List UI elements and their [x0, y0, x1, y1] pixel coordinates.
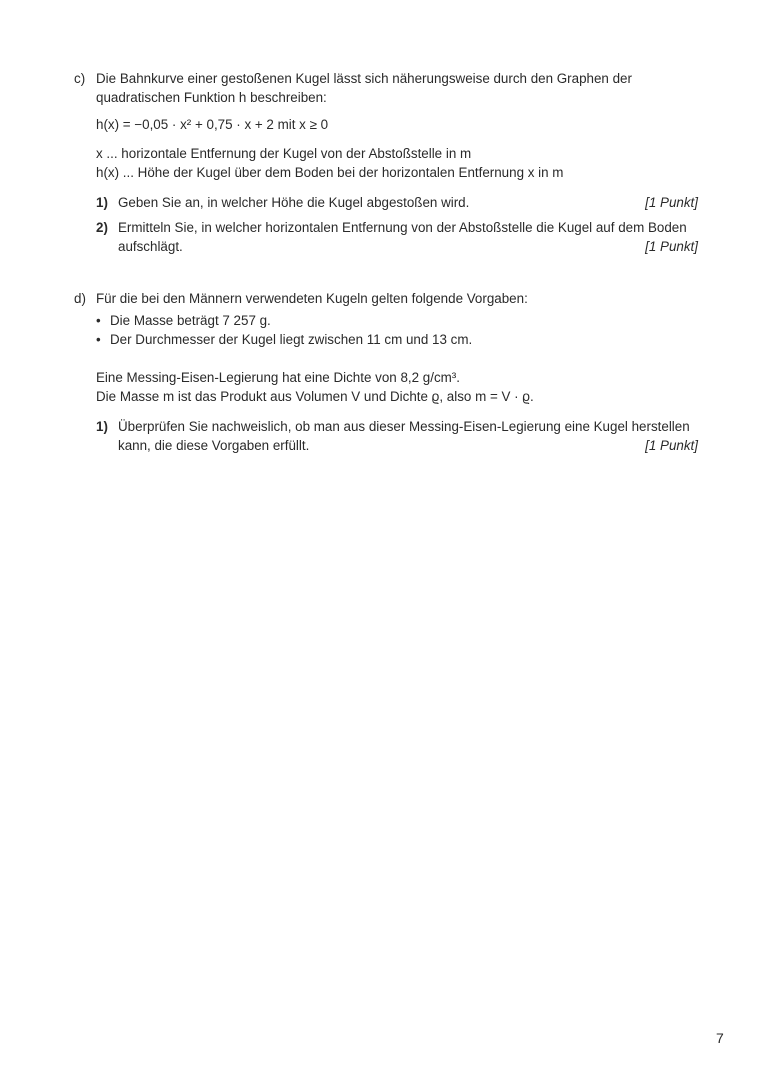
function-formula: h(x) = −0,05 · x² + 0,75 · x + 2 mit x ≥ 0: [96, 117, 329, 132]
task-number: 1): [96, 195, 108, 210]
task-list: [96, 193, 698, 256]
part-letter: d): [74, 291, 86, 306]
task-points: [1 Punkt]: [645, 195, 698, 210]
task-text: Ermitteln Sie, in welcher horizontalen Entfernung von der Abstoßstelle die Kugel auf dem Boden aufschlägt.: [118, 220, 687, 254]
variable-definitions: [96, 144, 698, 182]
part-d-intro: Für die bei den Männern verwendeten Kugeln gelten folgende Vorgaben:: [96, 291, 528, 306]
alloy-info: [96, 368, 698, 406]
page-number: 7: [716, 1030, 724, 1046]
task-text: Geben Sie an, in welcher Höhe die Kugel abgestoßen wird.: [118, 195, 470, 210]
task-part-d: [74, 289, 698, 461]
part-letter: c): [74, 71, 86, 86]
definition-hx: h(x) ... Höhe der Kugel über dem Boden bei der horizontalen Entfernung x in m: [96, 165, 564, 180]
requirements-list: [96, 311, 698, 349]
task-text: Überprüfen Sie nachweislich, ob man aus dieser Messing-Eisen-Legierung eine Kugel herstellen kann, die diese Vorgaben erfüllt.: [118, 419, 690, 453]
list-item: • Die Masse beträgt 7 257 g.: [96, 311, 698, 330]
task-part-c: [74, 69, 698, 262]
list-item: • Der Durchmesser der Kugel liegt zwischen 11 cm und 13 cm.: [96, 330, 698, 349]
task-points: [1 Punkt]: [645, 438, 698, 453]
task-item: [96, 193, 698, 212]
task-item: [96, 218, 698, 256]
definition-x: x ... horizontale Entfernung der Kugel von der Abstoßstelle in m: [96, 146, 472, 161]
task-number: 1): [96, 419, 108, 434]
density-info: Eine Messing-Eisen-Legierung hat eine Dichte von 8,2 g/cm³.: [96, 370, 460, 385]
mass-formula-info: Die Masse m ist das Produkt aus Volumen V und Dichte ϱ, also m = V · ϱ.: [96, 389, 534, 404]
part-c-intro: Die Bahnkurve einer gestoßenen Kugel lässt sich näherungsweise durch den Graphen der quadratischen Funktion h beschreiben:: [96, 71, 632, 105]
task-list: [96, 417, 698, 455]
task-item: [96, 417, 698, 455]
task-number: 2): [96, 220, 108, 235]
task-points: [1 Punkt]: [645, 239, 698, 254]
